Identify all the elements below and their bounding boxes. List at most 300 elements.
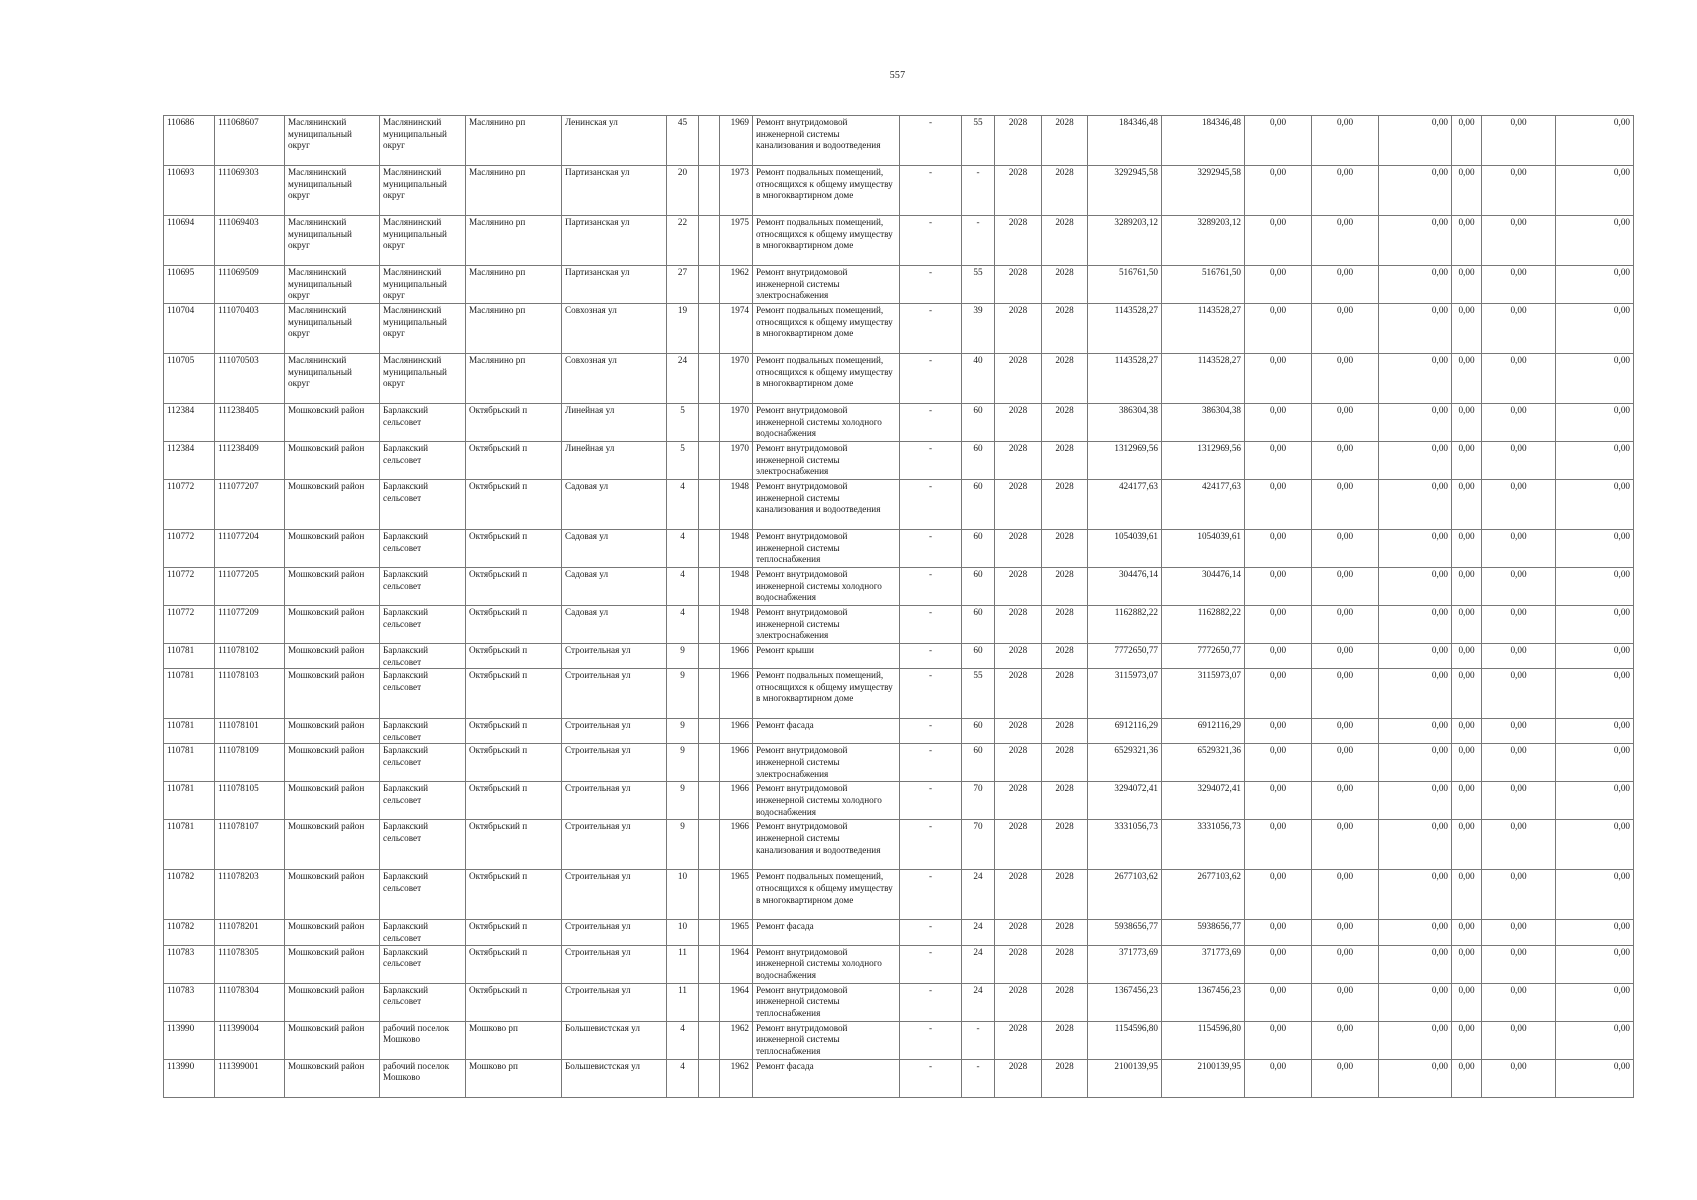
table-row — [164, 304, 1634, 354]
cell-year-built: 1948 — [720, 530, 753, 568]
cell-municipal-district: Мошковский район — [285, 782, 380, 820]
cell-settlement: Маслянинский муниципальный округ — [380, 166, 466, 216]
cell-house-id: 112384 — [164, 404, 215, 442]
cell-house-id: 110693 — [164, 166, 215, 216]
cell-unit: - — [900, 266, 962, 304]
cell-budget-federal: 0,00 — [1245, 719, 1312, 744]
cell-fund-cost: 6912116,29 — [1162, 719, 1245, 744]
cell-owners-funds: 0,00 — [1452, 304, 1482, 354]
cell-budget-federal: 0,00 — [1245, 782, 1312, 820]
cell-other-funds: 0,00 — [1482, 719, 1556, 744]
cell-total-cost: 7772650,77 — [1088, 644, 1162, 669]
cell-building — [699, 945, 720, 983]
cell-owners-funds: 0,00 — [1452, 530, 1482, 568]
cell-house-number: 9 — [667, 744, 699, 782]
cell-unit: - — [900, 404, 962, 442]
cell-reserve-funds: 0,00 — [1556, 1059, 1634, 1097]
cell-house-number: 9 — [667, 644, 699, 669]
cell-wear-percent: 55 — [962, 266, 995, 304]
cell-work-type: Ремонт внутридомовой инженерной системы теплоснабжения — [753, 1021, 900, 1059]
cell-fund-cost: 1143528,27 — [1162, 354, 1245, 404]
cell-unit: - — [900, 606, 962, 644]
cell-owners-funds: 0,00 — [1452, 404, 1482, 442]
cell-reserve-funds: 0,00 — [1556, 480, 1634, 530]
cell-budget-local: 0,00 — [1379, 216, 1452, 266]
cell-plan-year-end: 2028 — [1042, 719, 1088, 744]
cell-reserve-funds: 0,00 — [1556, 945, 1634, 983]
cell-plan-year-end: 2028 — [1042, 782, 1088, 820]
cell-other-funds: 0,00 — [1482, 216, 1556, 266]
cell-total-cost: 2677103,62 — [1088, 870, 1162, 920]
cell-plan-year-start: 2028 — [995, 116, 1042, 166]
cell-plan-year-start: 2028 — [995, 945, 1042, 983]
cell-wear-percent: 60 — [962, 442, 995, 480]
cell-work-type: Ремонт подвальных помещений, относящихся к общему имуществу в многоквартирном доме — [753, 166, 900, 216]
cell-house-number: 10 — [667, 870, 699, 920]
cell-building — [699, 983, 720, 1021]
cell-work-type: Ремонт внутридомовой инженерной системы канализования и водоотведения — [753, 820, 900, 870]
cell-budget-regional: 0,00 — [1312, 442, 1379, 480]
table-row — [164, 644, 1634, 669]
cell-year-built: 1966 — [720, 644, 753, 669]
cell-total-cost: 386304,38 — [1088, 404, 1162, 442]
cell-building — [699, 606, 720, 644]
cell-year-built: 1973 — [720, 166, 753, 216]
cell-fund-cost: 3331056,73 — [1162, 820, 1245, 870]
cell-street: Строительная ул — [562, 983, 667, 1021]
cell-budget-federal: 0,00 — [1245, 216, 1312, 266]
cell-house-id: 110772 — [164, 568, 215, 606]
cell-work-id: 111078101 — [215, 719, 285, 744]
cell-budget-regional: 0,00 — [1312, 404, 1379, 442]
cell-wear-percent: 55 — [962, 669, 995, 719]
cell-reserve-funds: 0,00 — [1556, 644, 1634, 669]
cell-unit: - — [900, 166, 962, 216]
cell-reserve-funds: 0,00 — [1556, 1021, 1634, 1059]
cell-settlement: Барлакский сельсовет — [380, 530, 466, 568]
cell-locality: Октябрьский п — [466, 530, 562, 568]
cell-house-number: 11 — [667, 945, 699, 983]
cell-owners-funds: 0,00 — [1452, 870, 1482, 920]
cell-work-type: Ремонт крыши — [753, 644, 900, 669]
cell-wear-percent: 24 — [962, 945, 995, 983]
cell-plan-year-end: 2028 — [1042, 266, 1088, 304]
cell-municipal-district: Мошковский район — [285, 1059, 380, 1097]
cell-work-id: 111078105 — [215, 782, 285, 820]
cell-budget-regional: 0,00 — [1312, 669, 1379, 719]
cell-municipal-district: Мошковский район — [285, 644, 380, 669]
cell-house-number: 5 — [667, 442, 699, 480]
cell-settlement: Маслянинский муниципальный округ — [380, 116, 466, 166]
cell-year-built: 1948 — [720, 606, 753, 644]
cell-budget-regional: 0,00 — [1312, 116, 1379, 166]
cell-building — [699, 719, 720, 744]
cell-plan-year-end: 2028 — [1042, 530, 1088, 568]
cell-budget-regional: 0,00 — [1312, 820, 1379, 870]
cell-plan-year-start: 2028 — [995, 820, 1042, 870]
cell-budget-local: 0,00 — [1379, 669, 1452, 719]
cell-wear-percent: 60 — [962, 606, 995, 644]
table-row — [164, 782, 1634, 820]
cell-wear-percent: 60 — [962, 480, 995, 530]
cell-other-funds: 0,00 — [1482, 1059, 1556, 1097]
cell-plan-year-start: 2028 — [995, 354, 1042, 404]
cell-fund-cost: 3289203,12 — [1162, 216, 1245, 266]
cell-other-funds: 0,00 — [1482, 669, 1556, 719]
cell-house-number: 20 — [667, 166, 699, 216]
cell-municipal-district: Мошковский район — [285, 920, 380, 945]
table-row — [164, 480, 1634, 530]
cell-budget-regional: 0,00 — [1312, 782, 1379, 820]
cell-plan-year-start: 2028 — [995, 568, 1042, 606]
cell-locality: Октябрьский п — [466, 442, 562, 480]
cell-work-type: Ремонт подвальных помещений, относящихся к общему имуществу в многоквартирном доме — [753, 870, 900, 920]
cell-plan-year-start: 2028 — [995, 1021, 1042, 1059]
cell-plan-year-end: 2028 — [1042, 669, 1088, 719]
cell-work-id: 111070403 — [215, 304, 285, 354]
cell-house-id: 110781 — [164, 719, 215, 744]
cell-budget-local: 0,00 — [1379, 782, 1452, 820]
cell-owners-funds: 0,00 — [1452, 116, 1482, 166]
cell-municipal-district: Мошковский район — [285, 530, 380, 568]
cell-work-id: 111078201 — [215, 920, 285, 945]
cell-fund-cost: 2100139,95 — [1162, 1059, 1245, 1097]
cell-budget-federal: 0,00 — [1245, 820, 1312, 870]
cell-house-id: 110781 — [164, 820, 215, 870]
cell-street: Строительная ул — [562, 669, 667, 719]
cell-budget-regional: 0,00 — [1312, 983, 1379, 1021]
cell-work-type: Ремонт внутридомовой инженерной системы холодного водоснабжения — [753, 945, 900, 983]
cell-fund-cost: 7772650,77 — [1162, 644, 1245, 669]
cell-other-funds: 0,00 — [1482, 530, 1556, 568]
cell-municipal-district: Маслянинский муниципальный округ — [285, 354, 380, 404]
cell-locality: Октябрьский п — [466, 744, 562, 782]
cell-year-built: 1948 — [720, 568, 753, 606]
cell-plan-year-start: 2028 — [995, 744, 1042, 782]
cell-work-type: Ремонт подвальных помещений, относящихся к общему имуществу в многоквартирном доме — [753, 304, 900, 354]
cell-owners-funds: 0,00 — [1452, 480, 1482, 530]
cell-work-id: 111077209 — [215, 606, 285, 644]
cell-budget-regional: 0,00 — [1312, 644, 1379, 669]
cell-house-id: 110782 — [164, 920, 215, 945]
cell-building — [699, 404, 720, 442]
cell-owners-funds: 0,00 — [1452, 983, 1482, 1021]
cell-wear-percent: 60 — [962, 644, 995, 669]
cell-plan-year-start: 2028 — [995, 644, 1042, 669]
cell-total-cost: 3289203,12 — [1088, 216, 1162, 266]
cell-municipal-district: Маслянинский муниципальный округ — [285, 266, 380, 304]
cell-wear-percent: - — [962, 1059, 995, 1097]
cell-locality: Октябрьский п — [466, 719, 562, 744]
cell-work-type: Ремонт внутридомовой инженерной системы теплоснабжения — [753, 530, 900, 568]
cell-year-built: 1970 — [720, 442, 753, 480]
cell-total-cost: 1154596,80 — [1088, 1021, 1162, 1059]
table-row — [164, 442, 1634, 480]
cell-year-built: 1966 — [720, 820, 753, 870]
cell-municipal-district: Мошковский район — [285, 744, 380, 782]
cell-unit: - — [900, 216, 962, 266]
cell-locality: Октябрьский п — [466, 644, 562, 669]
cell-municipal-district: Мошковский район — [285, 568, 380, 606]
cell-work-type: Ремонт фасада — [753, 719, 900, 744]
cell-budget-federal: 0,00 — [1245, 266, 1312, 304]
cell-house-number: 4 — [667, 1021, 699, 1059]
cell-total-cost: 371773,69 — [1088, 945, 1162, 983]
cell-locality: Октябрьский п — [466, 669, 562, 719]
cell-settlement: Маслянинский муниципальный округ — [380, 216, 466, 266]
cell-year-built: 1970 — [720, 354, 753, 404]
cell-locality: Маслянино рп — [466, 216, 562, 266]
cell-building — [699, 266, 720, 304]
cell-budget-federal: 0,00 — [1245, 442, 1312, 480]
cell-wear-percent: 55 — [962, 116, 995, 166]
cell-budget-local: 0,00 — [1379, 116, 1452, 166]
cell-street: Партизанская ул — [562, 216, 667, 266]
cell-plan-year-end: 2028 — [1042, 644, 1088, 669]
cell-building — [699, 116, 720, 166]
cell-budget-regional: 0,00 — [1312, 744, 1379, 782]
cell-work-type: Ремонт фасада — [753, 1059, 900, 1097]
cell-unit: - — [900, 568, 962, 606]
cell-reserve-funds: 0,00 — [1556, 606, 1634, 644]
cell-plan-year-end: 2028 — [1042, 945, 1088, 983]
cell-reserve-funds: 0,00 — [1556, 782, 1634, 820]
cell-plan-year-end: 2028 — [1042, 442, 1088, 480]
cell-work-id: 111238405 — [215, 404, 285, 442]
cell-work-type: Ремонт внутридомовой инженерной системы холодного водоснабжения — [753, 782, 900, 820]
cell-budget-federal: 0,00 — [1245, 480, 1312, 530]
cell-budget-regional: 0,00 — [1312, 870, 1379, 920]
cell-building — [699, 1021, 720, 1059]
cell-street: Строительная ул — [562, 644, 667, 669]
cell-house-number: 19 — [667, 304, 699, 354]
cell-work-type: Ремонт внутридомовой инженерной системы электроснабжения — [753, 266, 900, 304]
cell-street: Строительная ул — [562, 920, 667, 945]
cell-other-funds: 0,00 — [1482, 568, 1556, 606]
cell-unit: - — [900, 530, 962, 568]
cell-locality: Мошково рп — [466, 1059, 562, 1097]
cell-year-built: 1966 — [720, 669, 753, 719]
cell-budget-regional: 0,00 — [1312, 1021, 1379, 1059]
cell-street: Строительная ул — [562, 744, 667, 782]
cell-house-number: 4 — [667, 1059, 699, 1097]
table-row — [164, 116, 1634, 166]
cell-work-id: 111078305 — [215, 945, 285, 983]
cell-reserve-funds: 0,00 — [1556, 744, 1634, 782]
cell-wear-percent: 24 — [962, 870, 995, 920]
cell-budget-federal: 0,00 — [1245, 354, 1312, 404]
cell-building — [699, 644, 720, 669]
cell-reserve-funds: 0,00 — [1556, 669, 1634, 719]
cell-settlement: Барлакский сельсовет — [380, 782, 466, 820]
cell-locality: Маслянино рп — [466, 354, 562, 404]
cell-plan-year-end: 2028 — [1042, 116, 1088, 166]
cell-year-built: 1969 — [720, 116, 753, 166]
cell-house-id: 110781 — [164, 782, 215, 820]
table-row — [164, 920, 1634, 945]
cell-settlement: Маслянинский муниципальный округ — [380, 266, 466, 304]
cell-fund-cost: 386304,38 — [1162, 404, 1245, 442]
cell-year-built: 1966 — [720, 744, 753, 782]
cell-budget-local: 0,00 — [1379, 1021, 1452, 1059]
cell-work-id: 111078203 — [215, 870, 285, 920]
cell-house-id: 110781 — [164, 669, 215, 719]
cell-wear-percent: 60 — [962, 404, 995, 442]
cell-total-cost: 3331056,73 — [1088, 820, 1162, 870]
cell-budget-local: 0,00 — [1379, 530, 1452, 568]
cell-house-id: 110772 — [164, 480, 215, 530]
cell-work-id: 111238409 — [215, 442, 285, 480]
cell-total-cost: 1312969,56 — [1088, 442, 1162, 480]
cell-other-funds: 0,00 — [1482, 870, 1556, 920]
cell-wear-percent: 60 — [962, 568, 995, 606]
cell-building — [699, 870, 720, 920]
cell-settlement: Барлакский сельсовет — [380, 983, 466, 1021]
cell-settlement: Барлакский сельсовет — [380, 404, 466, 442]
cell-street: Садовая ул — [562, 568, 667, 606]
cell-wear-percent: 24 — [962, 983, 995, 1021]
cell-budget-federal: 0,00 — [1245, 530, 1312, 568]
cell-house-number: 22 — [667, 216, 699, 266]
cell-wear-percent: 60 — [962, 744, 995, 782]
cell-plan-year-end: 2028 — [1042, 920, 1088, 945]
cell-street: Партизанская ул — [562, 166, 667, 216]
cell-budget-regional: 0,00 — [1312, 1059, 1379, 1097]
cell-unit: - — [900, 480, 962, 530]
cell-house-number: 11 — [667, 983, 699, 1021]
cell-budget-regional: 0,00 — [1312, 568, 1379, 606]
table-row — [164, 166, 1634, 216]
cell-building — [699, 820, 720, 870]
cell-unit: - — [900, 442, 962, 480]
cell-building — [699, 920, 720, 945]
cell-locality: Маслянино рп — [466, 304, 562, 354]
cell-locality: Маслянино рп — [466, 166, 562, 216]
cell-work-type: Ремонт внутридомовой инженерной системы холодного водоснабжения — [753, 568, 900, 606]
table-row — [164, 530, 1634, 568]
cell-budget-local: 0,00 — [1379, 568, 1452, 606]
cell-plan-year-end: 2028 — [1042, 304, 1088, 354]
cell-fund-cost: 3115973,07 — [1162, 669, 1245, 719]
cell-total-cost: 1143528,27 — [1088, 354, 1162, 404]
cell-settlement: рабочий поселок Мошково — [380, 1059, 466, 1097]
cell-owners-funds: 0,00 — [1452, 669, 1482, 719]
cell-building — [699, 166, 720, 216]
cell-locality: Октябрьский п — [466, 920, 562, 945]
cell-total-cost: 184346,48 — [1088, 116, 1162, 166]
cell-plan-year-start: 2028 — [995, 606, 1042, 644]
cell-plan-year-end: 2028 — [1042, 744, 1088, 782]
cell-work-id: 111070503 — [215, 354, 285, 404]
cell-house-id: 110694 — [164, 216, 215, 266]
cell-municipal-district: Мошковский район — [285, 870, 380, 920]
cell-plan-year-start: 2028 — [995, 782, 1042, 820]
table-row — [164, 404, 1634, 442]
cell-municipal-district: Мошковский район — [285, 442, 380, 480]
cell-total-cost: 2100139,95 — [1088, 1059, 1162, 1097]
cell-unit: - — [900, 669, 962, 719]
cell-fund-cost: 424177,63 — [1162, 480, 1245, 530]
cell-budget-regional: 0,00 — [1312, 216, 1379, 266]
cell-year-built: 1964 — [720, 945, 753, 983]
table-body — [164, 116, 1634, 1098]
cell-owners-funds: 0,00 — [1452, 1059, 1482, 1097]
cell-owners-funds: 0,00 — [1452, 744, 1482, 782]
cell-work-id: 111078109 — [215, 744, 285, 782]
cell-municipal-district: Маслянинский муниципальный округ — [285, 116, 380, 166]
table-row — [164, 669, 1634, 719]
cell-other-funds: 0,00 — [1482, 116, 1556, 166]
cell-other-funds: 0,00 — [1482, 744, 1556, 782]
cell-house-id: 110705 — [164, 354, 215, 404]
cell-other-funds: 0,00 — [1482, 480, 1556, 530]
cell-street: Строительная ул — [562, 719, 667, 744]
cell-fund-cost: 304476,14 — [1162, 568, 1245, 606]
cell-other-funds: 0,00 — [1482, 606, 1556, 644]
cell-owners-funds: 0,00 — [1452, 945, 1482, 983]
cell-building — [699, 1059, 720, 1097]
cell-budget-local: 0,00 — [1379, 266, 1452, 304]
cell-plan-year-end: 2028 — [1042, 1021, 1088, 1059]
cell-reserve-funds: 0,00 — [1556, 304, 1634, 354]
cell-unit: - — [900, 920, 962, 945]
cell-owners-funds: 0,00 — [1452, 820, 1482, 870]
cell-work-type: Ремонт внутридомовой инженерной системы канализования и водоотведения — [753, 116, 900, 166]
cell-settlement: Барлакский сельсовет — [380, 480, 466, 530]
cell-wear-percent: 60 — [962, 719, 995, 744]
cell-building — [699, 304, 720, 354]
cell-work-type: Ремонт внутридомовой инженерной системы электроснабжения — [753, 744, 900, 782]
cell-other-funds: 0,00 — [1482, 945, 1556, 983]
table-row — [164, 820, 1634, 870]
cell-unit: - — [900, 644, 962, 669]
cell-owners-funds: 0,00 — [1452, 354, 1482, 404]
cell-reserve-funds: 0,00 — [1556, 404, 1634, 442]
cell-house-number: 9 — [667, 719, 699, 744]
cell-budget-regional: 0,00 — [1312, 166, 1379, 216]
cell-work-id: 111078304 — [215, 983, 285, 1021]
cell-settlement: Барлакский сельсовет — [380, 920, 466, 945]
cell-building — [699, 480, 720, 530]
cell-settlement: Барлакский сельсовет — [380, 442, 466, 480]
cell-budget-local: 0,00 — [1379, 1059, 1452, 1097]
cell-owners-funds: 0,00 — [1452, 1021, 1482, 1059]
cell-plan-year-end: 2028 — [1042, 568, 1088, 606]
cell-fund-cost: 1367456,23 — [1162, 983, 1245, 1021]
cell-plan-year-end: 2028 — [1042, 820, 1088, 870]
cell-locality: Маслянино рп — [466, 116, 562, 166]
cell-budget-federal: 0,00 — [1245, 166, 1312, 216]
cell-budget-regional: 0,00 — [1312, 606, 1379, 644]
cell-budget-federal: 0,00 — [1245, 669, 1312, 719]
table-row — [164, 719, 1634, 744]
cell-budget-local: 0,00 — [1379, 820, 1452, 870]
cell-budget-local: 0,00 — [1379, 870, 1452, 920]
cell-municipal-district: Маслянинский муниципальный округ — [285, 304, 380, 354]
cell-fund-cost: 3292945,58 — [1162, 166, 1245, 216]
cell-budget-local: 0,00 — [1379, 983, 1452, 1021]
cell-budget-federal: 0,00 — [1245, 1021, 1312, 1059]
cell-municipal-district: Мошковский район — [285, 945, 380, 983]
cell-work-id: 111078103 — [215, 669, 285, 719]
cell-house-id: 112384 — [164, 442, 215, 480]
cell-total-cost: 6529321,36 — [1088, 744, 1162, 782]
cell-budget-federal: 0,00 — [1245, 116, 1312, 166]
cell-wear-percent: 39 — [962, 304, 995, 354]
cell-year-built: 1965 — [720, 870, 753, 920]
cell-budget-federal: 0,00 — [1245, 983, 1312, 1021]
cell-other-funds: 0,00 — [1482, 782, 1556, 820]
